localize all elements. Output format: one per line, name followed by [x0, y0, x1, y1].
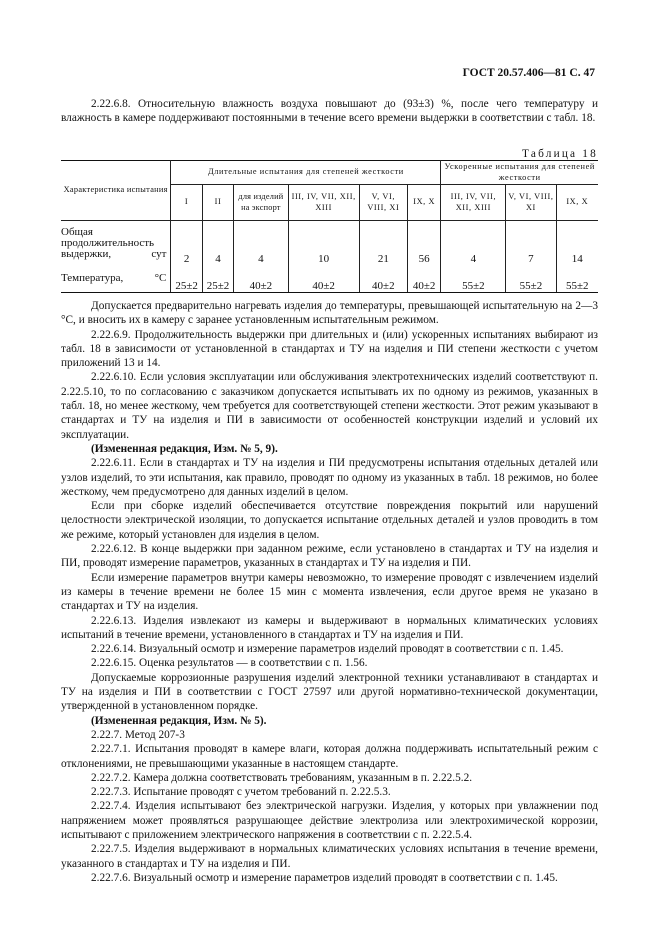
body-text: [61, 299, 598, 885]
table-cell: 55±2: [441, 265, 506, 293]
paragraph: 2.22.7.3. Испытание проводят с учетом требований п. 2.22.5.3.: [91, 786, 391, 799]
table-cell: 4: [202, 221, 233, 265]
paragraph: 2.22.6.11. Если в стандартах и ТУ на изделия и ПИ предусмотрены испытания отдельных деталей или узлов изделий, то эти испытания, как правило, проводят по одному из указанных в табл. 18 режимов, но более жесткому, чем предусмотрено для данных изделий в целом.: [61, 457, 598, 498]
table-header-accelerated-tests: Ускоренные испытания для степеней жесткости: [441, 161, 598, 185]
section-heading: 2.22.7. Метод 207-3: [91, 728, 185, 741]
table-row: [61, 221, 598, 265]
table-cell: 7: [506, 221, 556, 265]
paragraph: 2.22.6.8. Относительную влажность воздуха повышают до (93±3) %, после чего температуру и влажность в камере поддерживают постоянными в течение всего времени выдержки в соответствии с табл. 18.: [61, 98, 598, 125]
paragraph: Допускается предварительно нагревать изделия до температуры, превышающей испытательную на 2—3 °С, и вносить их в камеру с заранее установленным испытательным режимом.: [61, 300, 598, 327]
paragraph: Допускаемые коррозионные разрушения изделий электронной техники устанавливают в стандартах и ТУ на изделия и ПИ в соответствии с ГОСТ 27597 или другой нормативно-технической документации, утвержденной в установленном порядке.: [61, 671, 598, 713]
paragraph: 2.22.7.5. Изделия выдерживают в нормальных климатических условиях испытания в течение времени, указанного в стандартах и ТУ на изделия и ПИ.: [61, 843, 598, 870]
table-cell: 4: [441, 221, 506, 265]
paragraph: 2.22.7.4. Изделия испытывают без электрической нагрузки. Изделия, у которых при увлажнении под напряжением может проявляться разрушающее действие электролиза или электрохимической коррозии, испытывают с приложением электрического напряжения в соответствии с п. 2.22.5.4.: [61, 800, 598, 841]
amendment-note: (Измененная редакция, Изм. № 5).: [91, 714, 267, 727]
table-subheader: V, VI, VIII, XI: [506, 185, 556, 221]
intro-section: [61, 97, 598, 126]
table-caption: Таблица 18: [522, 148, 598, 160]
paragraph: 2.22.6.10. Если условия эксплуатации или обслуживания электротехнических изделий соответствуют п. 2.22.5.10, то по согласованию с заказчиком допускается испытывать их по одному из режимов, указанных в табл. 18, но менее жесткому, чем требуется для соответствующей степени жесткости. Этот режим указывают в стандартах и ТУ на изделия и ПИ в зависимости от особенностей конструкции изделий и условий их эксплуатации.: [61, 371, 598, 441]
paragraph: Если при сборке изделий обеспечивается отсутствие повреждения покрытий или нарушений целостности электрической изоляции, то допускается испытание отдельных деталей и узлов проводить в том же режиме, который установлен для изделия в целом.: [61, 500, 598, 541]
table-cell: 2: [171, 221, 202, 265]
table-subheader: III, IV, VII, XII, XIII: [288, 185, 359, 221]
table-subheader: I: [171, 185, 202, 221]
table-cell: 25±2: [171, 265, 202, 293]
amendment-note: (Измененная редакция, Изм. № 5, 9).: [91, 442, 278, 455]
table-cell: 21: [359, 221, 407, 265]
table-cell: 25±2: [202, 265, 233, 293]
table-subheader: IX, X: [407, 185, 441, 221]
paragraph: 2.22.7.1. Испытания проводят в камере влаги, которая должна поддерживать испытательный режим с отклонениями, не превышающими указанные в настоящем стандарте.: [61, 743, 598, 770]
table-cell: 4: [234, 221, 288, 265]
table-subheader: III, IV, VII, XII, XIII: [441, 185, 506, 221]
paragraph: 2.22.6.9. Продолжительность выдержки при длительных и (или) ускоренных испытаниях выбирают из табл. 18 в зависимости от установленной в стандартах и ТУ на изделия и ПИ степени жесткости с учетом приложений 13 и 14.: [61, 328, 598, 370]
table-cell: 56: [407, 221, 441, 265]
paragraph: Если измерение параметров внутри камеры невозможно, то измерение проводят с извлечением изделий из камеры в течение времени не более 15 мин с момента извлечения, если другое время не указано в стандартах и ТУ на изделия.: [61, 571, 598, 613]
table-subheader: IX, X: [556, 185, 598, 221]
table-subheader: для изделий на экспорт: [234, 185, 288, 221]
table-cell: 14: [556, 221, 598, 265]
row-label: Температура, °С: [61, 265, 171, 293]
paragraph: 2.22.6.14. Визуальный осмотр и измерение параметров изделий проводят в соответствии с п. 1.45.: [91, 643, 564, 656]
table-18: [61, 160, 598, 293]
table-cell: 55±2: [556, 265, 598, 293]
table-cell: 10: [288, 221, 359, 265]
table-row: [61, 265, 598, 293]
table-subheader: II: [202, 185, 233, 221]
paragraph: 2.22.6.15. Оценка результатов — в соответствии с п. 1.56.: [91, 657, 368, 670]
table-cell: 55±2: [506, 265, 556, 293]
table-cell: 40±2: [234, 265, 288, 293]
paragraph: 2.22.6.13. Изделия извлекают из камеры и выдерживают в нормальных климатических условиях испытаний в течение времени, установленного в стандартах и ТУ на изделия и ПИ.: [61, 614, 598, 641]
row-label: Общая продолжительность выдержки, сут: [61, 221, 171, 265]
table-cell: 40±2: [407, 265, 441, 293]
paragraph: 2.22.7.6. Визуальный осмотр и измерение параметров изделий проводят в соответствии с п. 1.45.: [91, 871, 558, 884]
paragraph: 2.22.7.2. Камера должна соответствовать требованиям, указанным в п. 2.22.5.2.: [91, 771, 473, 784]
table-cell: 40±2: [288, 265, 359, 293]
table-header-characteristic: Характеристика испытания: [61, 161, 171, 221]
paragraph: 2.22.6.12. В конце выдержки при заданном режиме, если установлено в стандартах и ТУ на изделия и ПИ, проводят измерение параметров, указанных в стандартах и ТУ на изделия и ПИ.: [61, 543, 598, 570]
page-header: ГОСТ 20.57.406—81 С. 47: [462, 67, 595, 79]
table-subheader: V, VI, VIII, XI: [359, 185, 407, 221]
table-header-long-tests: Длительные испытания для степеней жесткости: [171, 161, 441, 185]
table-cell: 40±2: [359, 265, 407, 293]
